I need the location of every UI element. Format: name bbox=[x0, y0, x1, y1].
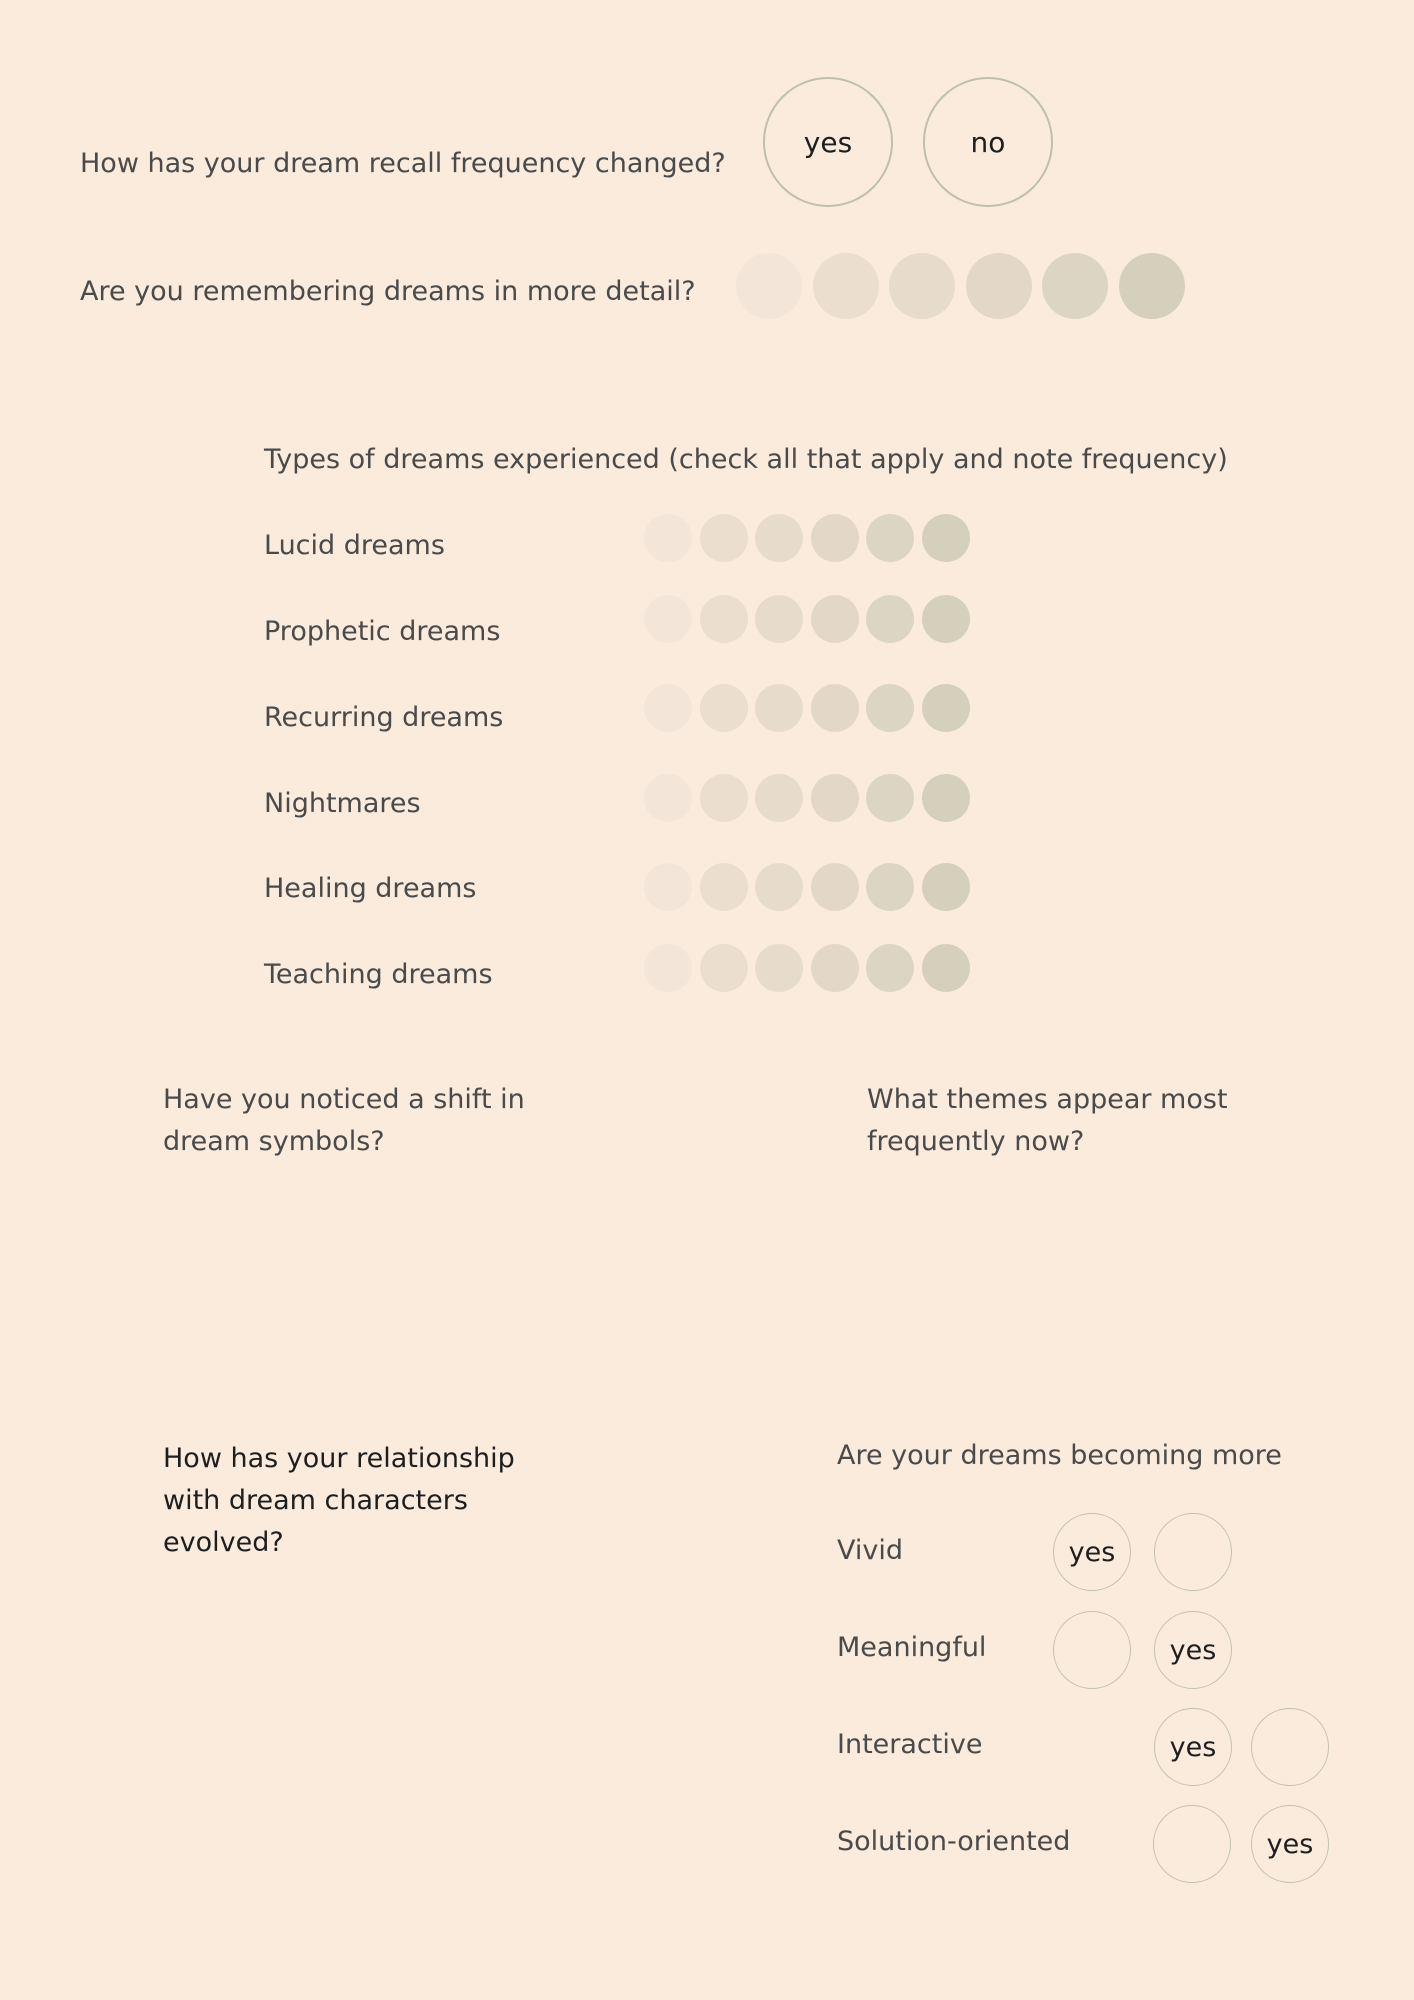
becoming-option[interactable]: yes bbox=[1251, 1805, 1329, 1883]
recall-no-option[interactable]: no bbox=[923, 77, 1053, 207]
scale-dot-1[interactable] bbox=[644, 863, 692, 911]
scale-dot-5[interactable] bbox=[1042, 253, 1108, 319]
scale-dot-2[interactable] bbox=[700, 684, 748, 732]
scale-dot-4[interactable] bbox=[811, 595, 859, 643]
dream-type-scale bbox=[644, 514, 977, 562]
becoming-item-label: Interactive bbox=[837, 1729, 983, 1760]
becoming-option[interactable] bbox=[1251, 1708, 1329, 1786]
scale-dot-2[interactable] bbox=[813, 253, 879, 319]
scale-dot-6[interactable] bbox=[922, 684, 970, 732]
scale-dot-3[interactable] bbox=[755, 684, 803, 732]
scale-dot-2[interactable] bbox=[700, 863, 748, 911]
scale-dot-2[interactable] bbox=[700, 944, 748, 992]
detail-question: Are you remembering dreams in more detail? bbox=[80, 276, 696, 307]
scale-dot-2[interactable] bbox=[700, 595, 748, 643]
becoming-item-label: Meaningful bbox=[837, 1632, 987, 1663]
characters-question: How has your relationship with dream characters evolved? bbox=[163, 1443, 515, 1558]
scale-dot-6[interactable] bbox=[1119, 253, 1185, 319]
scale-dot-6[interactable] bbox=[922, 944, 970, 992]
scale-dot-5[interactable] bbox=[866, 684, 914, 732]
becoming-option[interactable] bbox=[1154, 1513, 1232, 1591]
scale-dot-4[interactable] bbox=[811, 944, 859, 992]
scale-dot-3[interactable] bbox=[755, 863, 803, 911]
recall-question: How has your dream recall frequency changed? bbox=[80, 148, 726, 179]
scale-dot-4[interactable] bbox=[811, 684, 859, 732]
scale-dot-3[interactable] bbox=[755, 514, 803, 562]
dream-type-label: Nightmares bbox=[264, 788, 421, 819]
scale-dot-4[interactable] bbox=[811, 863, 859, 911]
scale-dot-5[interactable] bbox=[866, 595, 914, 643]
scale-dot-1[interactable] bbox=[644, 944, 692, 992]
scale-dot-1[interactable] bbox=[644, 684, 692, 732]
scale-dot-6[interactable] bbox=[922, 595, 970, 643]
scale-dot-6[interactable] bbox=[922, 863, 970, 911]
scale-dot-4[interactable] bbox=[966, 253, 1032, 319]
dream-type-scale bbox=[644, 863, 977, 911]
becoming-item-label: Vivid bbox=[837, 1535, 903, 1566]
scale-dot-3[interactable] bbox=[755, 774, 803, 822]
recall-yes-option[interactable]: yes bbox=[763, 77, 893, 207]
scale-dot-1[interactable] bbox=[644, 514, 692, 562]
scale-dot-6[interactable] bbox=[922, 514, 970, 562]
dream-types-heading: Types of dreams experienced (check all that apply and note frequency) bbox=[264, 444, 1228, 475]
dream-type-label: Teaching dreams bbox=[264, 959, 493, 990]
becoming-item-label: Solution-oriented bbox=[837, 1826, 1071, 1857]
becoming-option[interactable]: yes bbox=[1154, 1611, 1232, 1689]
themes-question: What themes appear most frequently now? bbox=[867, 1084, 1228, 1157]
scale-dot-4[interactable] bbox=[811, 774, 859, 822]
dream-type-label: Recurring dreams bbox=[264, 702, 504, 733]
scale-dot-5[interactable] bbox=[866, 514, 914, 562]
scale-dot-3[interactable] bbox=[755, 944, 803, 992]
dream-type-scale bbox=[644, 944, 977, 992]
becoming-option[interactable] bbox=[1153, 1805, 1231, 1883]
dream-type-scale bbox=[644, 595, 977, 643]
symbols-question: Have you noticed a shift in dream symbols? bbox=[163, 1084, 525, 1157]
scale-dot-3[interactable] bbox=[755, 595, 803, 643]
scale-dot-1[interactable] bbox=[644, 595, 692, 643]
dream-type-label: Lucid dreams bbox=[264, 530, 445, 561]
dream-type-label: Prophetic dreams bbox=[264, 616, 501, 647]
scale-dot-6[interactable] bbox=[922, 774, 970, 822]
becoming-option[interactable]: yes bbox=[1154, 1708, 1232, 1786]
becoming-option[interactable] bbox=[1053, 1611, 1131, 1689]
scale-dot-4[interactable] bbox=[811, 514, 859, 562]
dream-type-scale bbox=[644, 774, 977, 822]
scale-dot-1[interactable] bbox=[736, 253, 802, 319]
scale-dot-5[interactable] bbox=[866, 863, 914, 911]
detail-scale bbox=[736, 253, 1195, 319]
scale-dot-2[interactable] bbox=[700, 514, 748, 562]
scale-dot-3[interactable] bbox=[889, 253, 955, 319]
scale-dot-1[interactable] bbox=[644, 774, 692, 822]
becoming-heading: Are your dreams becoming more bbox=[837, 1440, 1282, 1471]
scale-dot-5[interactable] bbox=[866, 774, 914, 822]
scale-dot-2[interactable] bbox=[700, 774, 748, 822]
dream-type-label: Healing dreams bbox=[264, 873, 477, 904]
scale-dot-5[interactable] bbox=[866, 944, 914, 992]
becoming-option[interactable]: yes bbox=[1053, 1513, 1131, 1591]
dream-type-scale bbox=[644, 684, 977, 732]
